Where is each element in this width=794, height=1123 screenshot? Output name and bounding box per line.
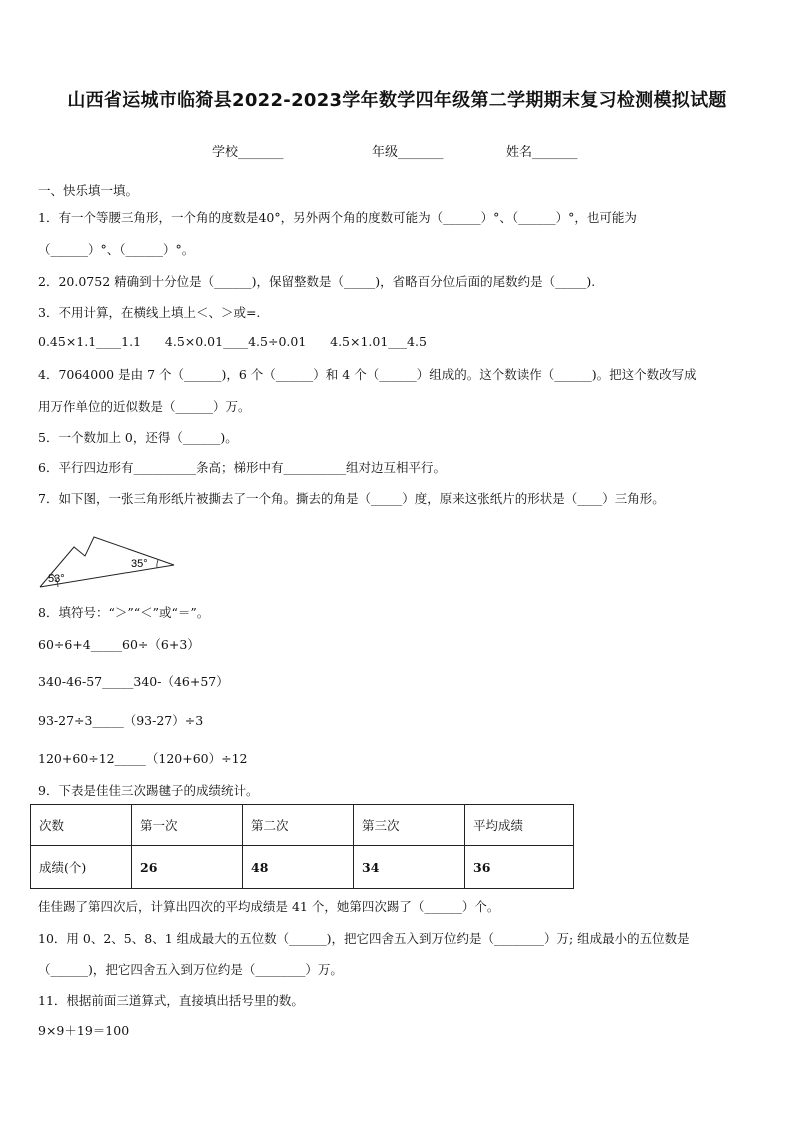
- score-table: [30, 804, 574, 889]
- question-1-line-2: （______）°、（______）°。: [38, 242, 195, 257]
- table-cell: 第二次: [243, 805, 354, 846]
- name-field: 姓名_______: [506, 145, 578, 160]
- table-cell: 第一次: [132, 805, 243, 846]
- question-11-equation: 9×9＋19＝100: [38, 1023, 130, 1038]
- page-title: 山西省运城市临猗县2022-2023学年数学四年级第二学期期末复习检测模拟试题: [67, 90, 727, 111]
- table-cell: 36: [465, 846, 574, 889]
- angle-label-35: 35°: [131, 558, 148, 570]
- question-4-line-2: 用万作单位的近似数是（______）万。: [38, 399, 251, 414]
- question-9: 9．下表是佳佳三次踢毽子的成绩统计。: [38, 783, 259, 798]
- question-3: 3．不用计算，在横线上填上＜、＞或=.: [38, 305, 261, 320]
- question-10-line-1: 10．用 0、2、5、8、1 组成最大的五位数（______)，把它四舍五入到万位约是（________）万; 组成最小的五位数是: [38, 931, 690, 946]
- question-9-followup: 佳佳踢了第四次后，计算出四次的平均成绩是 41 个，她第四次踢了（______）个。: [38, 899, 500, 914]
- question-5: 5．一个数加上 0，还得（______)。: [38, 430, 238, 445]
- question-3-items: 0.45×1.1____1.1 4.5×0.01____4.5÷0.01 4.5×1.01___4.5: [38, 334, 427, 349]
- section-heading: 一、快乐填一填。: [38, 183, 139, 198]
- question-8-b: 340-46-57_____340-（46+57）: [38, 674, 229, 689]
- school-field: 学校_______: [212, 145, 284, 160]
- angle-arc-right: [157, 560, 158, 568]
- question-10-line-2: （______)，把它四舍五入到万位约是（________）万。: [38, 962, 343, 977]
- question-8-d: 120+60÷12_____（120+60）÷12: [38, 751, 248, 766]
- question-11: 11．根据前面三道算式，直接填出括号里的数。: [38, 993, 304, 1008]
- table-cell: 34: [354, 846, 465, 889]
- table-cell: 48: [243, 846, 354, 889]
- question-7: 7．如下图，一张三角形纸片被撕去了一个角。撕去的角是（_____）度，原来这张纸片的形状是（____）三角形。: [38, 491, 665, 506]
- table-cell: 次数: [31, 805, 132, 846]
- table-cell: 26: [132, 846, 243, 889]
- question-6: 6．平行四边形有__________条高；梯形中有__________组对边互相平行。: [38, 460, 446, 475]
- question-4-line-1: 4．7064000 是由 7 个（______)，6 个（______）和 4 个（______）组成的。这个数读作（______)。把这个数改写成: [38, 367, 697, 382]
- question-8-c: 93-27÷3_____（93-27）÷3: [38, 713, 204, 728]
- table-header-row: [31, 805, 574, 846]
- table-cell: 平均成绩: [465, 805, 574, 846]
- question-1-line-1: 1．有一个等腰三角形，一个角的度数是40°，另外两个角的度数可能为（______）°、（______）°，也可能为: [38, 210, 637, 225]
- angle-label-53: 53°: [48, 573, 65, 585]
- table-cell: 第三次: [354, 805, 465, 846]
- table-row: [31, 846, 574, 889]
- question-8-a: 60÷6+4_____60÷（6+3）: [38, 637, 200, 652]
- grade-field: 年级_______: [372, 145, 444, 160]
- question-8: 8．填符号：“＞”“＜”或“＝”。: [38, 605, 210, 620]
- question-2: 2．20.0752 精确到十分位是（______)，保留整数是（_____)，省略百分位后面的尾数约是（_____).: [38, 274, 596, 289]
- table-cell: 成绩(个): [31, 846, 132, 889]
- torn-triangle-figure: [36, 533, 181, 591]
